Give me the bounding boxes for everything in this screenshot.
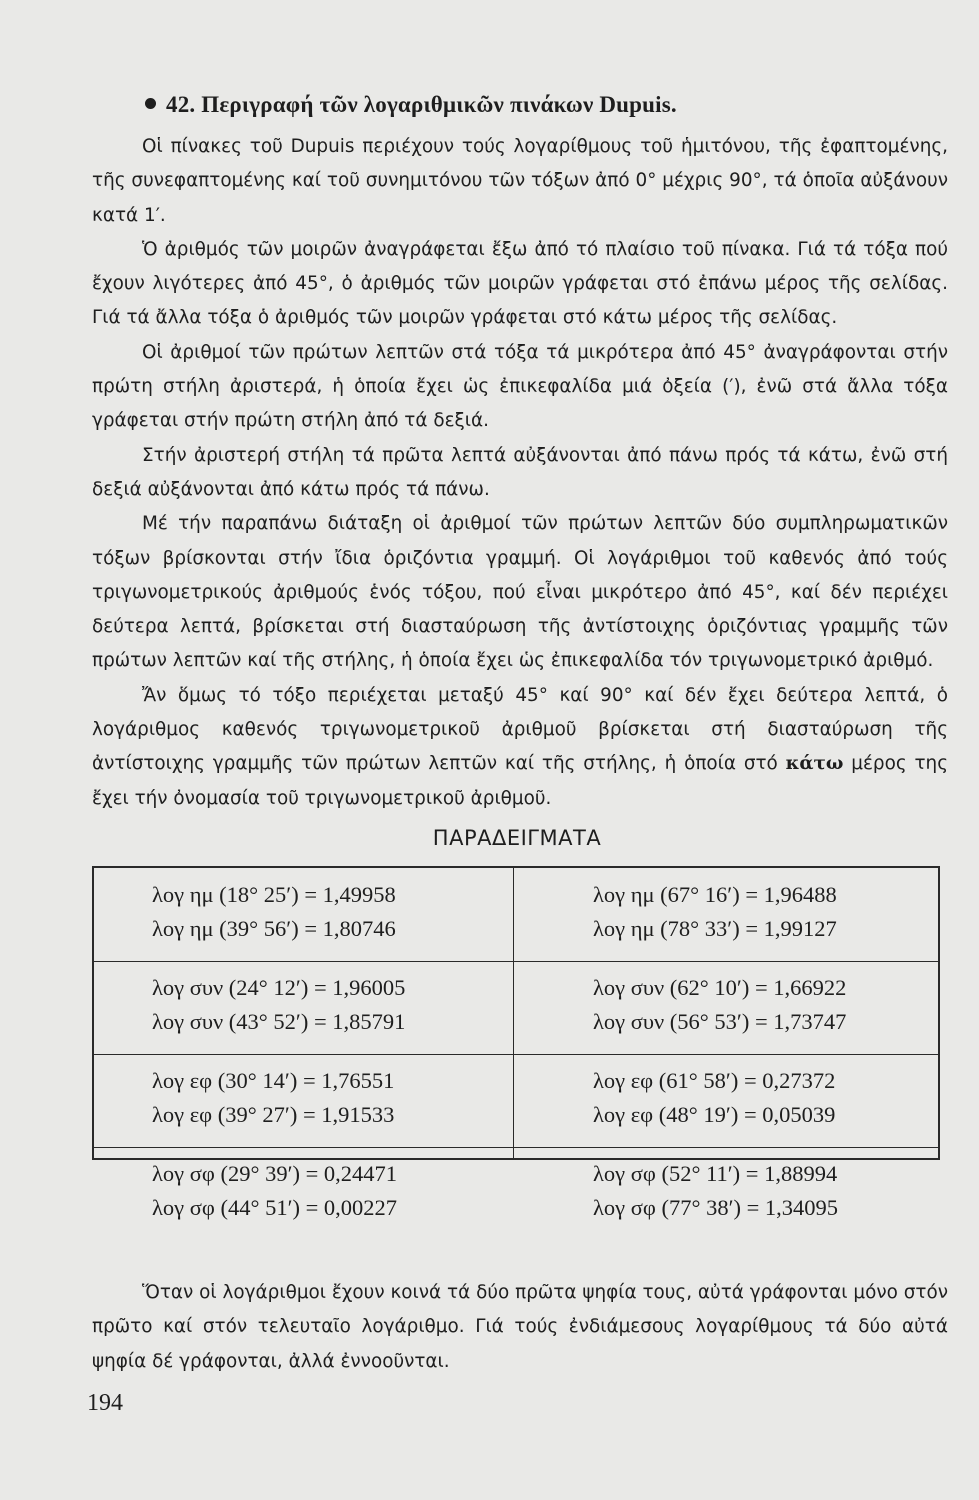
- paragraph: Οἱ ἀριθμοί τῶν πρώτων λεπτῶν στά τόξα τά μικρότερα ἀπό 45° ἀναγράφονται στήν πρώτη στήλη ἀριστερά, ἡ ὁποία ἔχει ὡς ἐπικεφαλίδα μιά ὀξεία (′), ἐνῶ στά ἄλλα τόξα γράφεται στήν πρώτη στήλη ἀπό τά δεξιά.: [92, 341, 948, 432]
- paragraph-text: μέρος της ἔχει τήν ὀνομασία τοῦ τριγωνομετρικοῦ ἀριθμοῦ.: [92, 753, 948, 809]
- table-row: [94, 868, 938, 961]
- bold-word: κάτω: [785, 753, 844, 775]
- table-row: [94, 1147, 938, 1240]
- example-formula: λογ σφ (44° 51′) = 0,00227: [152, 1195, 398, 1220]
- example-formula: λογ εφ (61° 58′) = 0,27372: [593, 1068, 836, 1093]
- table-cell: [593, 1157, 838, 1225]
- paragraph: Οἱ πίνακες τοῦ Dupuis περιέχουν τούς λογαρίθμους τοῦ ἡμιτόνου, τῆς ἐφαπτομένης, τῆς συνεφαπτομένης καί τοῦ συνημιτόνου τῶν τόξων ἀπό 0° μέχρις 90°, τά ὁποῖα αὐξάνουν κατά 1′.: [92, 136, 948, 226]
- example-formula: λογ εφ (48° 19′) = 0,05039: [593, 1102, 836, 1127]
- table-cell: [152, 1157, 397, 1225]
- paragraph: Μέ τήν παραπάνω διάταξη οἱ ἀριθμοί τῶν πρώτων λεπτῶν δύο συμπληρωματικῶν τόξων βρίσκονται στήν ἴδια ὁριζόντια γραμμή. Οἱ λογάριθμοι τοῦ καθενός ἀπό τούς τριγωνομετρικούς ἀριθμούς ἑνός τόξου, πού εἶναι μικρότερο ἀπό 45°, καί δέν περιέχει δεύτερα λεπτά, βρίσκεται στή διασταύρωση τῆς ἀντίστοιχης ὁριζόντιας γραμμῆς τῶν πρώτων λεπτῶν καί τῆς στήλης, ἡ ὁποία ἔχει ὡς ἐπικεφαλίδα τόν τριγωνομετρικό ἀριθμό.: [92, 513, 948, 672]
- closing-text: [92, 1276, 948, 1379]
- table-cell: [593, 971, 846, 1039]
- body-text: [92, 130, 948, 816]
- example-formula: λογ σφ (29° 39′) = 0,24471: [152, 1161, 398, 1186]
- paragraph: Ὅταν οἱ λογάριθμοι ἔχουν κοινά τά δύο πρῶτα ψηφία τους, αὐτά γράφονται μόνο στόν πρῶτο καί στόν τελευταῖο λογάριθμο. Γιά τούς ἐνδιάμεσους λογαρίθμους τά δύο αὐτά ψηφία δέ γράφονται, ἀλλά ἐννοοῦνται.: [92, 1282, 948, 1372]
- example-formula: λογ ημ (39° 56′) = 1,80746: [152, 916, 396, 941]
- page-number: 194: [87, 1390, 123, 1416]
- table-cell: [152, 1064, 394, 1132]
- example-formula: λογ συν (24° 12′) = 1,96005: [152, 975, 406, 1000]
- paragraph: Στήν ἀριστερή στήλη τά πρῶτα λεπτά αὐξάνονται ἀπό πάνω πρός τά κάτω, ἐνῶ στή δεξιά αὐξάνονται ἀπό κάτω πρός τά πάνω.: [92, 444, 948, 500]
- examples-title: ΠΑΡΑΔΕΙΓΜΑΤΑ: [432, 826, 602, 850]
- table-cell: [593, 1064, 835, 1132]
- table-row: [94, 961, 938, 1054]
- section-heading: [145, 92, 677, 118]
- table-cell: [152, 971, 405, 1039]
- example-formula: λογ εφ (30° 14′) = 1,76551: [152, 1068, 395, 1093]
- paragraph: [92, 679, 948, 816]
- example-formula: λογ σφ (77° 38′) = 1,34095: [593, 1195, 839, 1220]
- example-formula: λογ συν (56° 53′) = 1,73747: [593, 1009, 847, 1034]
- example-formula: λογ σφ (52° 11′) = 1,88994: [593, 1161, 838, 1186]
- example-formula: λογ ημ (78° 33′) = 1,99127: [593, 916, 837, 941]
- table-row: [94, 1054, 938, 1147]
- example-formula: λογ ημ (67° 16′) = 1,96488: [593, 882, 837, 907]
- example-formula: λογ ημ (18° 25′) = 1,49958: [152, 882, 396, 907]
- bullet-icon: [145, 98, 156, 109]
- table-cell: [152, 878, 396, 946]
- paragraph-text: Ἄν ὅμως τό τόξο περιέχεται μεταξύ 45° καί 90° καί δέν ἔχει δεύτερα λεπτά, ὁ λογάριθμος καθενός τριγωνομετρικοῦ ἀριθμοῦ βρίσκεται στή διασταύρωση τῆς ἀντίστοιχης γραμμῆς τῶν πρώτων λεπτῶν καί τῆς στήλης, ἡ ὁποία στό: [92, 684, 948, 775]
- examples-table: [92, 866, 940, 1220]
- section-heading-text: 42. Περιγραφή τῶν λογαριθμικῶν πινάκων Dupuis.: [166, 92, 677, 117]
- example-formula: λογ συν (62° 10′) = 1,66922: [593, 975, 847, 1000]
- example-formula: λογ συν (43° 52′) = 1,85791: [152, 1009, 406, 1034]
- example-formula: λογ εφ (39° 27′) = 1,91533: [152, 1102, 395, 1127]
- table-cell: [593, 878, 837, 946]
- paragraph: Ὁ ἀριθμός τῶν μοιρῶν ἀναγράφεται ἔξω ἀπό τό πλαίσιο τοῦ πίνακα. Γιά τά τόξα πού ἔχουν λιγότερες ἀπό 45°, ὁ ἀριθμός τῶν μοιρῶν γράφεται στό ἐπάνω μέρος τῆς σελίδας. Γιά τά ἄλλα τόξα ὁ ἀριθμός τῶν μοιρῶν γράφεται στό κάτω μέρος τῆς σελίδας.: [92, 238, 948, 329]
